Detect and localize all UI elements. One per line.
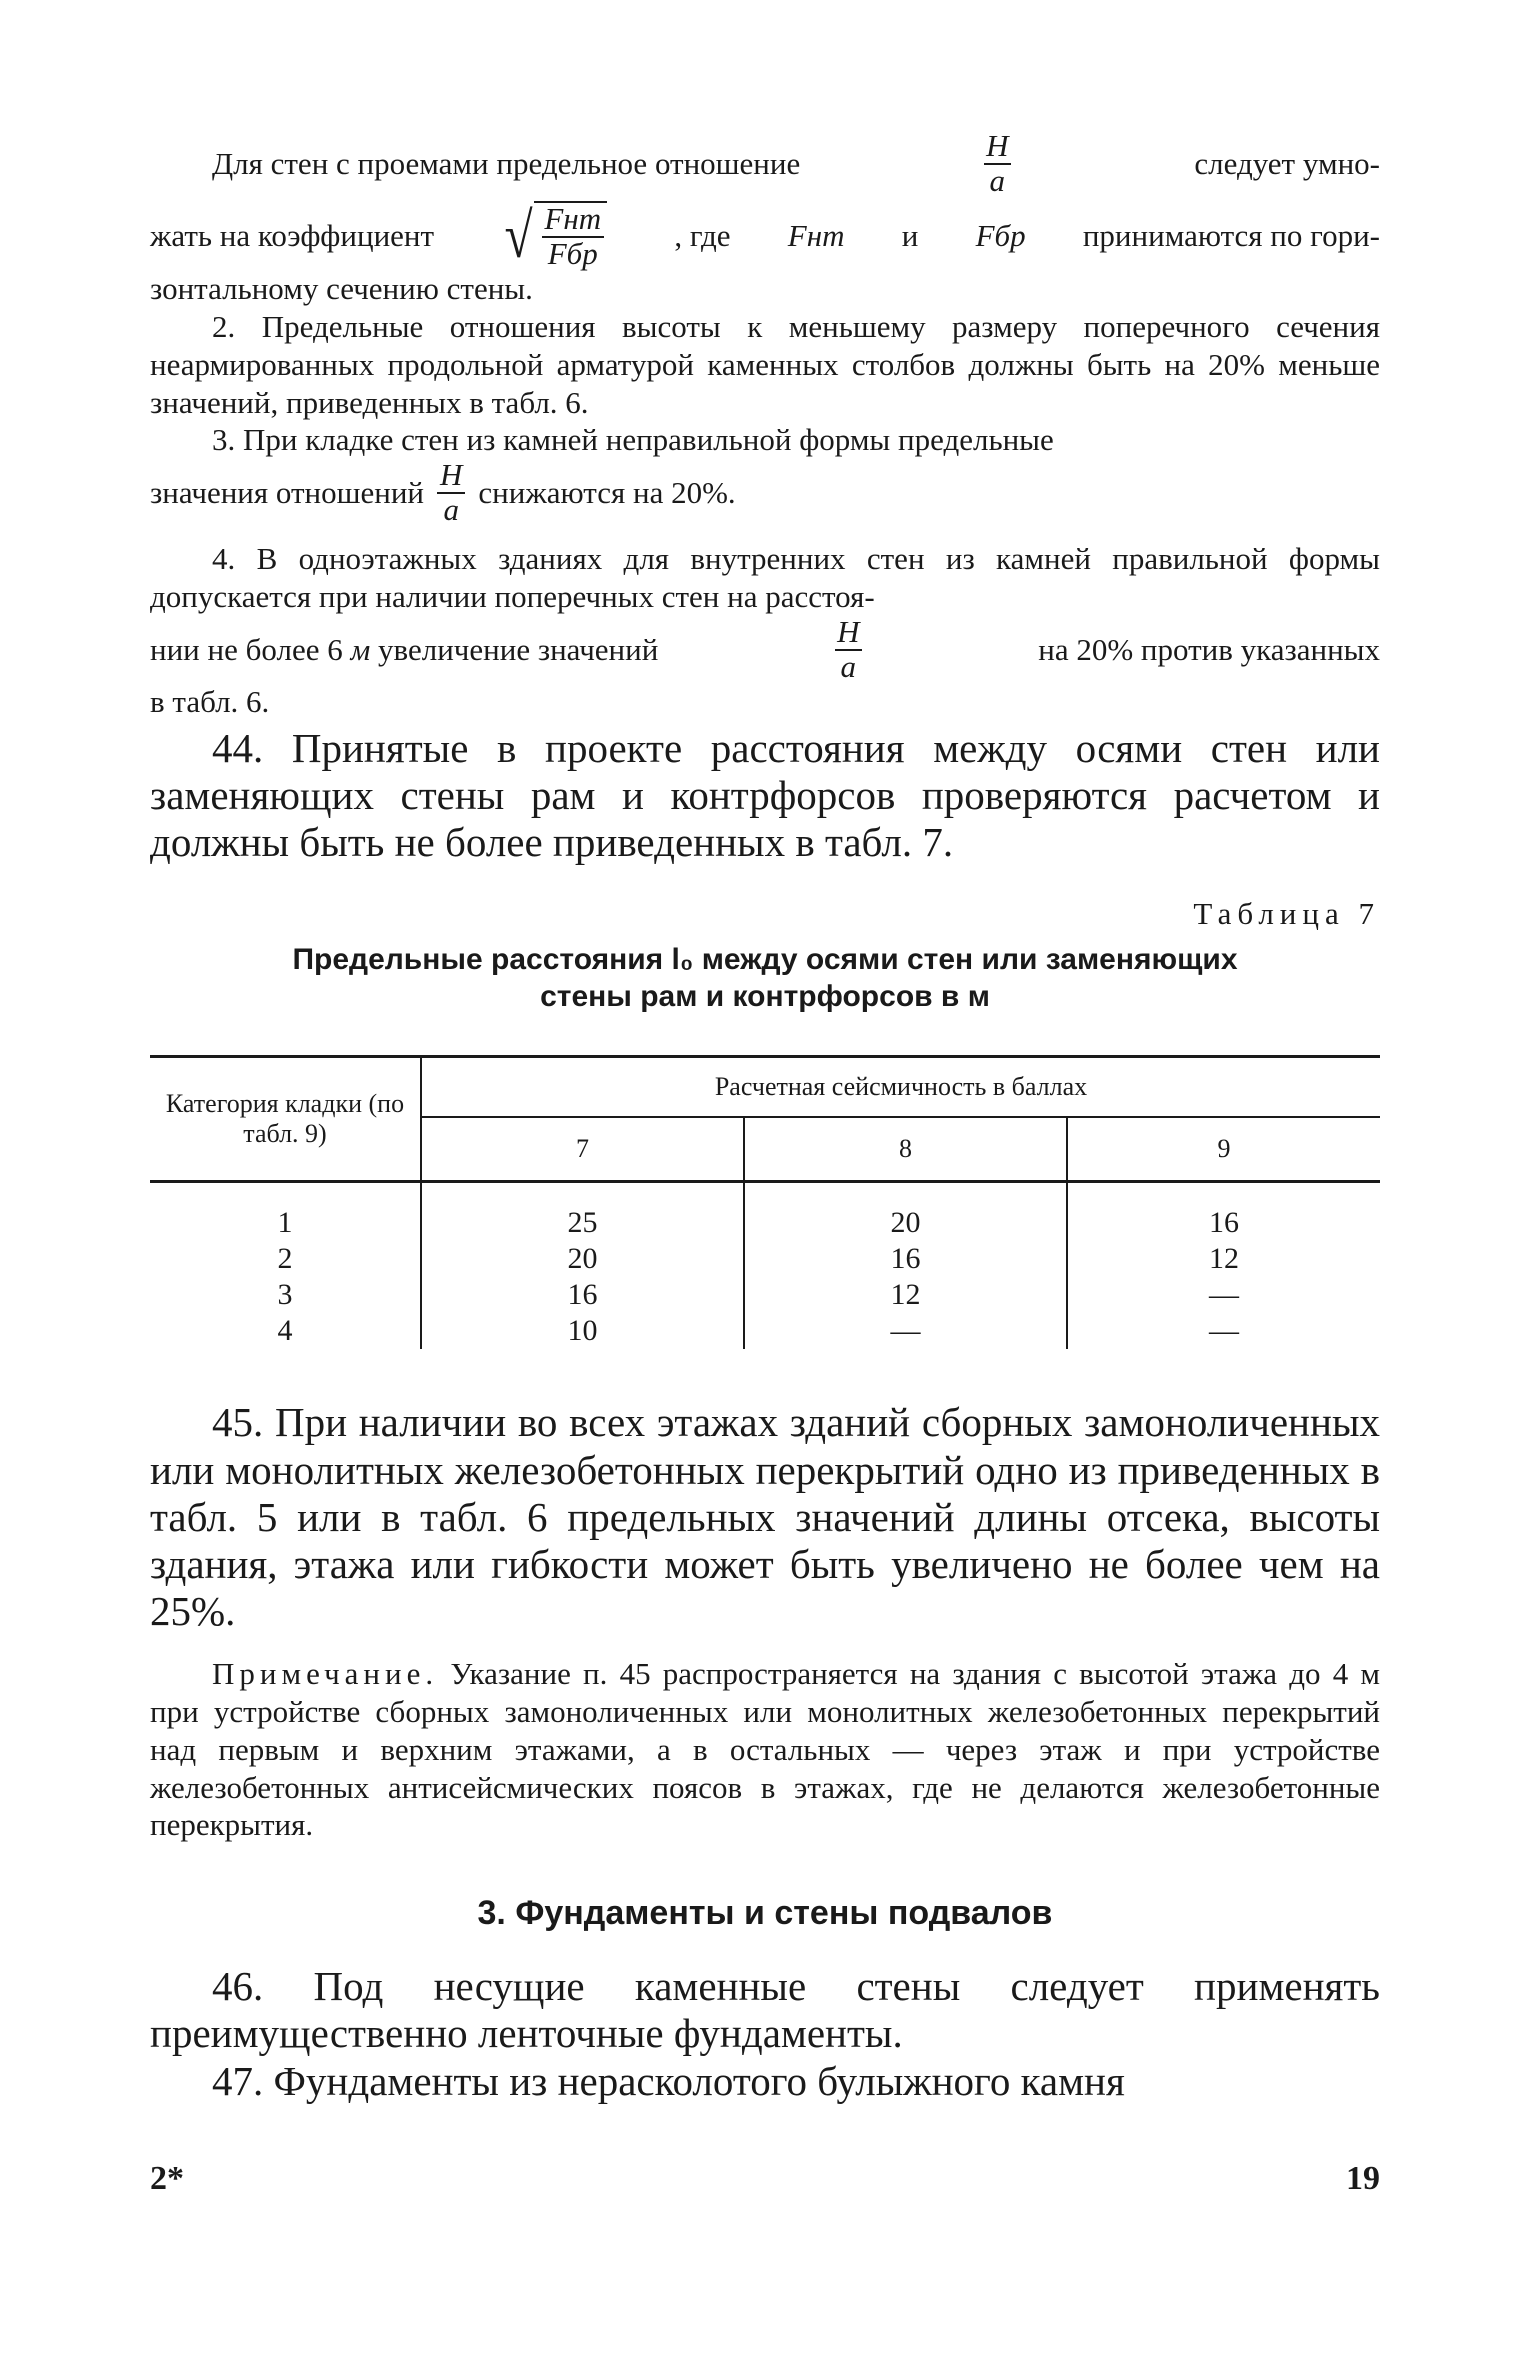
note-text: Указание п. 45 распространяется на здания с высотой этажа до 4 м при устройстве сборных замоноличенных или монолитных железобетонных перекрытий над первым и верхним этажами, а в остальных — через этаж и при устройстве железобетонных антисейсмических поясов в этажах, где не делаются железобетонные перекрытия. xyxy=(150,1656,1381,1843)
text: зонтальному сечению стены. xyxy=(150,271,533,307)
openings-paragraph xyxy=(150,130,1380,308)
note-45 xyxy=(150,1655,1380,1844)
header-col-9: 9 xyxy=(1067,1117,1380,1182)
page-number: 19 xyxy=(1346,2160,1380,2197)
table-label: Таблица 7 xyxy=(1193,896,1380,932)
text: Для стен с проемами предельное отношение xyxy=(212,145,801,181)
note-3: 3. При кладке стен из камней неправильной формы предельные значения отношений $\frac{H}{a}$ снижаются на 20%. xyxy=(150,422,1054,527)
paragraph-47: 47. Фундаменты из нерасколотого булыжного камня xyxy=(212,2057,1125,2104)
signature-mark: 2* xyxy=(150,2160,184,2197)
table-row: 2 20 16 12 xyxy=(150,1241,1380,1277)
page-footer xyxy=(150,2160,1380,2198)
paragraph-45: 45. При наличии во всех этажах зданий сборных замоноличенных или монолитных железобетонных перекрытий одно из приведенных в табл. 5 или в табл. 6 предельных значений длины отсека, высоты здания, этажа или гибкости может быть увеличено не более чем на 25%. xyxy=(150,1399,1380,1635)
sqrt-icon: √ xyxy=(504,199,533,271)
table-row: 3 16 12 — xyxy=(150,1277,1380,1313)
text: жать на коэффициент xyxy=(150,217,435,253)
fraction-fnt-over-fbr: $\frac{\text{Fнт}}{\text{Fбр}}$ xyxy=(538,203,607,270)
note-label: Примечание. xyxy=(212,1656,439,1692)
table-row: 1 25 20 16 xyxy=(150,1182,1380,1242)
header-category: Категория кладки (по табл. 9) xyxy=(150,1057,421,1182)
section-heading: 3. Фундаменты и стены подвалов xyxy=(477,1894,1053,1933)
symbol-fbr: Fбр xyxy=(975,217,1026,253)
paragraph-44: 44. Принятые в проекте расстояния между осями стен или заменяющих стены рам и контрфорсов проверяются расчетом и должны быть не более приведенных в табл. 7. xyxy=(150,724,1380,866)
note-2: 2. Предельные отношения высоты к меньшему размеру поперечного сечения неармированных продольной арматурой каменных столбов должны быть на 20% меньше значений, приведенных в табл. 6. xyxy=(150,309,1380,420)
header-seismicity: Расчетная сейсмичность в баллах xyxy=(421,1057,1380,1118)
fraction-h-over-a: $\frac{H}{a}$ xyxy=(434,459,468,526)
note-4: 4. В одноэтажных зданиях для внутренних стен из камней правильной формы допускается при наличии поперечных стен на расстоя- нии не более 6 м увеличение значений $\frac{H}{a}$ на 20% против указанных в табл. 6. xyxy=(150,541,1380,720)
page-content xyxy=(150,130,1380,2105)
fraction-h-over-a: $\frac{H}{a}$ xyxy=(831,616,865,683)
text: следует умно- xyxy=(1194,145,1380,181)
paragraph-46: 46. Под несущие каменные стены следует применять преимущественно ленточные фундаменты. xyxy=(150,1963,1380,2057)
text: и xyxy=(901,217,919,253)
symbol-fnt: Fнт xyxy=(787,217,845,253)
sqrt-coefficient xyxy=(501,201,607,270)
table-7 xyxy=(150,1055,1380,1349)
table-title: Предельные расстояния l₀ между осями стен или заменяющих стены рам и контрфорсов в м xyxy=(292,943,1238,1013)
header-col-7: 7 xyxy=(421,1117,744,1182)
text: принимаются по гори- xyxy=(1082,217,1380,253)
table-row: 4 10 — — xyxy=(150,1313,1380,1349)
text: , где xyxy=(674,217,731,253)
header-col-8: 8 xyxy=(744,1117,1067,1182)
fraction-h-over-a: $\frac{H}{a}$ xyxy=(980,130,1014,197)
